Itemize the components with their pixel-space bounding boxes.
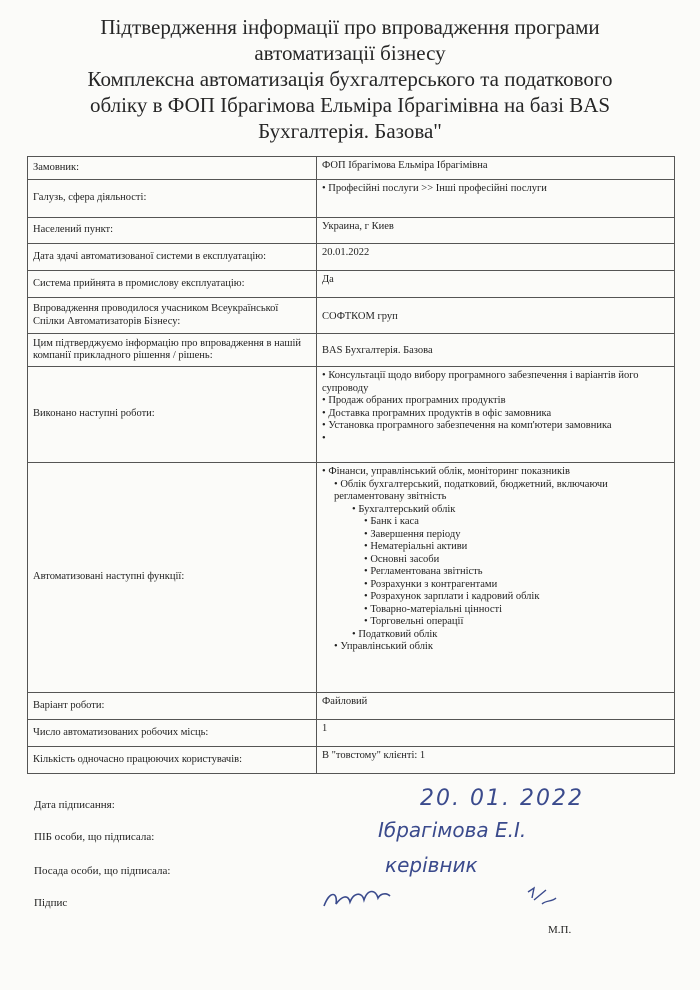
function-item: • Бухгалтерський облік — [322, 504, 669, 517]
users-label: Кількість одночасно працюючих користувачів: — [28, 747, 317, 774]
row-customer — [28, 157, 675, 180]
mode-value: Файловий — [317, 693, 675, 720]
info-table — [27, 156, 675, 774]
stamp-place-label: М.П. — [548, 924, 572, 936]
functions-value — [317, 463, 675, 693]
functions-label: Автоматизовані наступні функції: — [28, 463, 317, 693]
title-line-2: автоматизації бізнесу — [254, 41, 446, 65]
title-line-5: Бухгалтерія. Базова" — [258, 119, 442, 143]
row-functions — [28, 463, 675, 693]
works-item: • Установка програмного забезпечення на комп'ютери замовника — [322, 420, 669, 433]
function-item: • Податковий облік — [322, 629, 669, 642]
functions-list — [322, 466, 669, 654]
works-label: Виконано наступні роботи: — [28, 367, 317, 463]
row-delivery-date — [28, 244, 675, 271]
function-item: • Торговельні операції — [322, 616, 669, 629]
row-workstations — [28, 720, 675, 747]
signer-name-label: ПІБ особи, що підписала: — [34, 831, 155, 843]
workstations-value: 1 — [317, 720, 675, 747]
function-item: • Розрахунок зарплати і кадровий облік — [322, 591, 669, 604]
works-item — [322, 433, 669, 446]
row-solution — [28, 334, 675, 367]
row-users — [28, 747, 675, 774]
document-title — [0, 14, 700, 144]
row-accepted — [28, 271, 675, 298]
title-line-4: обліку в ФОП Ібрагімова Ельміра Ібрагімівна на базі BAS — [89, 93, 611, 117]
function-item: • Розрахунки з контрагентами — [322, 579, 669, 592]
accepted-value: Да — [317, 271, 675, 298]
solution-label: Цим підтверджуємо інформацію про впровадження в нашій компанії прикладного рішення / рішень: — [28, 334, 317, 367]
handwritten-signature — [320, 878, 580, 918]
function-item: • Завершення періоду — [322, 529, 669, 542]
function-item: • Нематеріальні активи — [322, 541, 669, 554]
handwritten-position: керівник — [385, 853, 478, 877]
customer-label: Замовник: — [28, 157, 317, 180]
delivery-date-value: 20.01.2022 — [317, 244, 675, 271]
handwritten-name: Ібрагімова Е.І. — [378, 818, 527, 842]
city-label: Населений пункт: — [28, 218, 317, 244]
function-item: • Основні засоби — [322, 554, 669, 567]
works-item: • Консультації щодо вибору програмного забезпечення і варіантів його супроводу — [322, 370, 669, 395]
signature-label: Підпис — [34, 897, 68, 909]
mode-label: Варіант роботи: — [28, 693, 317, 720]
function-item: • Регламентована звітність — [322, 566, 669, 579]
row-mode — [28, 693, 675, 720]
works-item: • Продаж обраних програмних продуктів — [322, 395, 669, 408]
function-item: • Облік бухгалтерський, податковий, бюджетний, включаючи регламентовану звітність — [322, 479, 669, 504]
industry-label: Галузь, сфера діяльності: — [28, 180, 317, 218]
title-line-1: Підтвердження інформації про впровадження програми — [100, 15, 600, 39]
function-item: • Товарно-матеріальні цінності — [322, 604, 669, 617]
row-works — [28, 367, 675, 463]
implementer-label: Впровадження проводилося учасником Всеукраїнської Спілки Автоматизаторів Бізнесу: — [28, 298, 317, 334]
signer-position-label: Посада особи, що підписала: — [34, 865, 171, 877]
row-implementer — [28, 298, 675, 334]
works-item: • Доставка програмних продуктів в офіс замовника — [322, 408, 669, 421]
function-item: • Управлінський облік — [322, 641, 669, 654]
solution-value: BAS Бухгалтерія. Базова — [317, 334, 675, 367]
handwritten-date: 20. 01. 2022 — [420, 786, 584, 811]
function-item: • Фінанси, управлінський облік, моніторинг показників — [322, 466, 669, 479]
row-industry — [28, 180, 675, 218]
implementer-value: СОФТКОМ груп — [317, 298, 675, 334]
workstations-label: Число автоматизованих робочих місць: — [28, 720, 317, 747]
title-line-3: Комплексна автоматизація бухгалтерського та податкового — [87, 67, 613, 91]
industry-value: • Професійні послуги >> Інші професійні послуги — [317, 180, 675, 218]
users-value: В "товстому" клієнті: 1 — [317, 747, 675, 774]
works-list — [322, 370, 669, 445]
function-item: • Банк і каса — [322, 516, 669, 529]
customer-value: ФОП Ібрагімова Ельміра Ібрагімівна — [317, 157, 675, 180]
accepted-label: Система прийнята в промислову експлуатацію: — [28, 271, 317, 298]
sign-date-label: Дата підписання: — [34, 799, 115, 811]
delivery-date-label: Дата здачі автоматизованої системи в експлуатацію: — [28, 244, 317, 271]
row-city — [28, 218, 675, 244]
works-value — [317, 367, 675, 463]
city-value: Украина, г Киев — [317, 218, 675, 244]
